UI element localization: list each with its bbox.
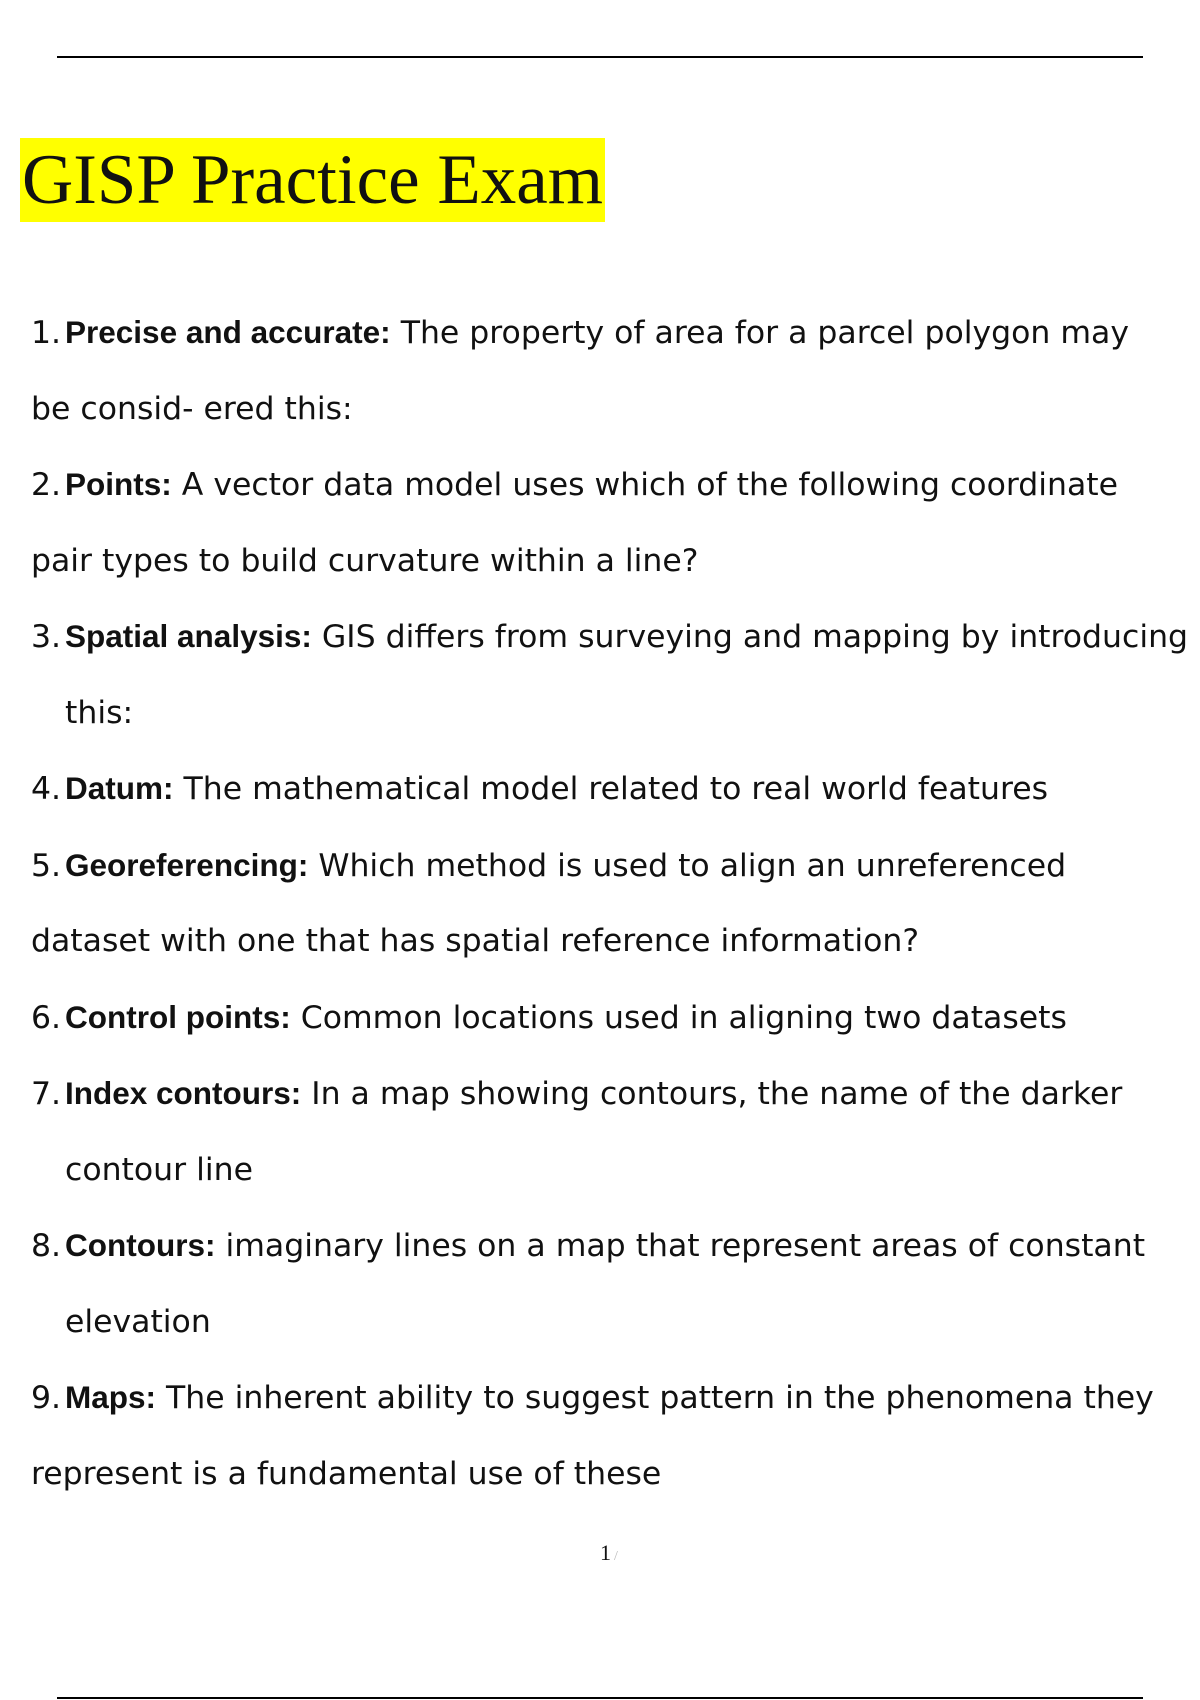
question-item-8 [31,1208,1200,1360]
question-text: In a map showing contours, the name of the darker [301,1076,1123,1112]
question-list [31,295,1200,1512]
question-term: Georeferencing: [65,846,309,883]
question-text-continued: be consid- ered this: [31,390,353,427]
question-text: The inherent ability to suggest pattern in the phenomena they [156,1380,1154,1416]
question-item-9 [31,1360,1200,1512]
question-item-5 [31,828,1200,980]
question-text: The mathematical model related to real world features [173,771,1049,807]
question-term: Control points: [65,998,291,1035]
question-item-2 [31,447,1200,599]
question-term: Spatial analysis: [65,618,312,654]
question-text-continued: dataset with one that has spatial reference information? [31,923,920,959]
question-number: 1. [31,315,62,351]
question-number: 9. [31,1380,62,1416]
question-term: Index contours: [65,1075,302,1111]
question-item-7 [31,1056,1200,1208]
question-number: 2. [31,467,62,503]
question-term: Points: [65,466,172,502]
question-number: 3. [31,619,62,655]
question-text: GIS differs from surveying and mapping by introducing [311,619,1189,655]
question-number: 5. [31,847,62,884]
question-text-continued: this: [65,694,134,731]
question-text: Which method is used to align an unreferenced [308,847,1067,884]
page-number [600,1540,618,1566]
question-number: 6. [31,999,62,1036]
question-item-6 [31,980,1200,1057]
top-rule [57,56,1143,58]
question-term: Maps: [65,1379,157,1415]
question-item-3 [31,599,1200,751]
question-text-continued: elevation [65,1303,211,1340]
question-text-continued: represent is a fundamental use of these [31,1455,662,1492]
question-term: Datum: [65,770,174,806]
bottom-rule [57,1697,1143,1699]
page-number-value: 1 [600,1540,611,1565]
question-text: imaginary lines on a map that represent areas of constant [215,1228,1146,1264]
page-number-separator: / [614,1549,618,1564]
title-highlight [20,138,605,222]
question-text: The property of area for a parcel polygon may [390,315,1129,351]
question-number: 4. [31,771,62,807]
question-item-1 [31,295,1200,447]
question-number: 7. [31,1076,62,1112]
question-term: Precise and accurate: [65,314,391,350]
question-text: A vector data model uses which of the following coordinate [171,467,1118,503]
question-text-continued: contour line [65,1151,253,1188]
question-item-4 [31,751,1200,828]
page-title: GISP Practice Exam [22,141,604,219]
question-number: 8. [31,1228,62,1264]
question-term: Contours: [65,1227,216,1263]
question-text-continued: pair types to build curvature within a line? [31,542,699,579]
question-text: Common locations used in aligning two datasets [290,999,1067,1036]
